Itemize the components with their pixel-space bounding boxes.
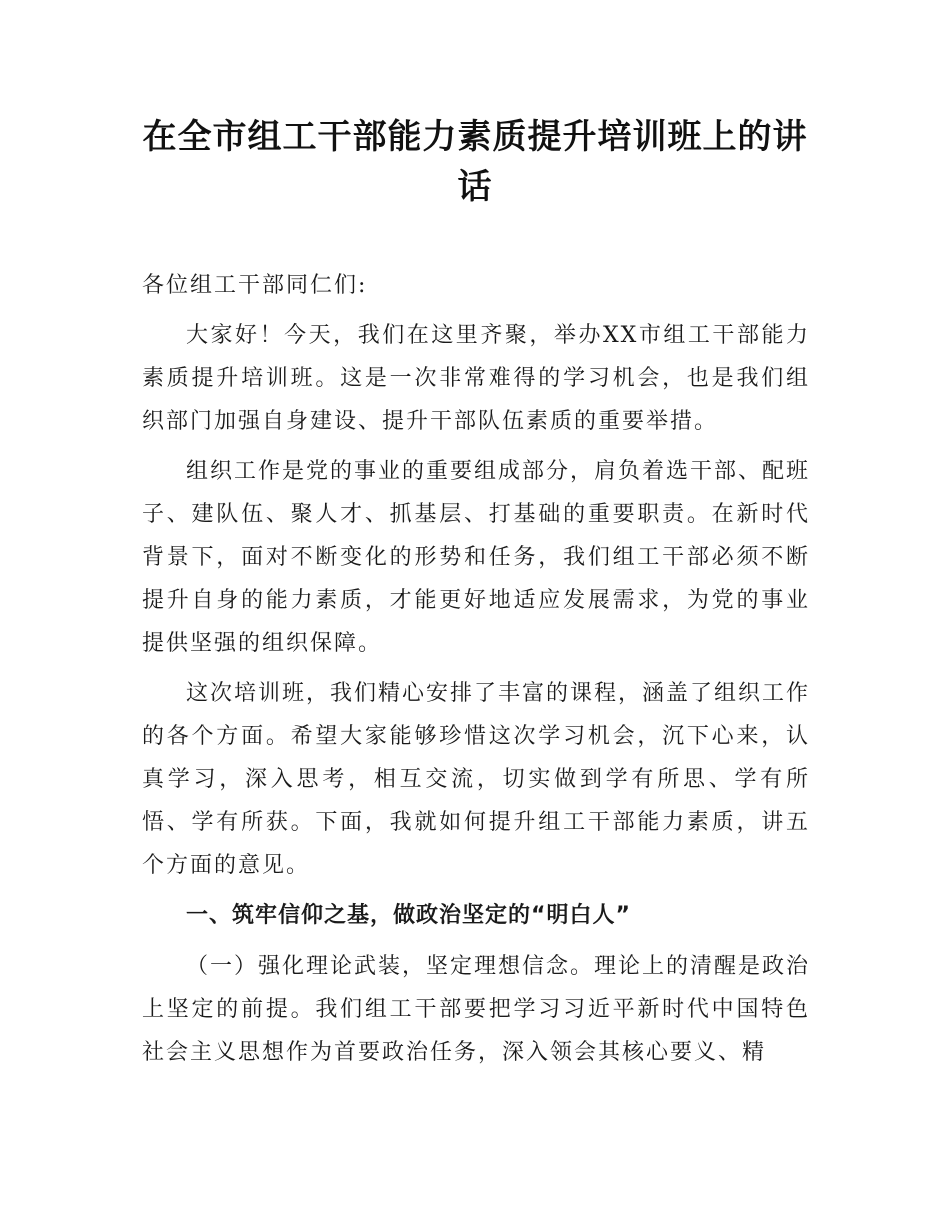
salutation: 各位组工干部同仁们:: [142, 273, 368, 298]
document-body: [142, 264, 810, 1081]
paragraph-training: 这次培训班，我们精心安排了丰富的课程，涵盖了组织工作的各个方面。希望大家能够珍惜这次学习机会，沉下心来，认真学习，深入思考，相互交流，切实做到学有所思、学有所悟、学有所获。下面，我就如何提升组工干部能力素质，讲五个方面的意见。: [142, 681, 811, 878]
paragraph-greeting: 大家好！今天，我们在这里齐聚，举办XX市组工干部能力素质提升培训班。这是一次非常难得的学习机会，也是我们组织部门加强自身建设、提升干部队伍素质的重要举措。: [142, 323, 810, 434]
paragraph-importance: 组织工作是党的事业的重要组成部分，肩负着选干部、配班子、建队伍、聚人才、抓基层、打基础的重要职责。在新时代背景下，面对不断变化的形势和任务，我们组工干部必须不断提升自身的能力素质，才能更好地适应发展需求，为党的事业提供坚强的组织保障。: [142, 459, 811, 656]
paragraph-section-1-1: （一）强化理论武装，坚定理想信念。理论上的清醒是政治上坚定的前提。我们组工干部要把学习习近平新时代中国特色社会主义思想作为首要政治任务，深入领会其核心要义、精: [142, 954, 811, 1065]
page-title: 在全市组工干部能力素质提升培训班上的讲话: [142, 117, 808, 207]
section-heading-1: 一、筑牢信仰之基，做政治坚定的“明白人”: [186, 903, 631, 928]
